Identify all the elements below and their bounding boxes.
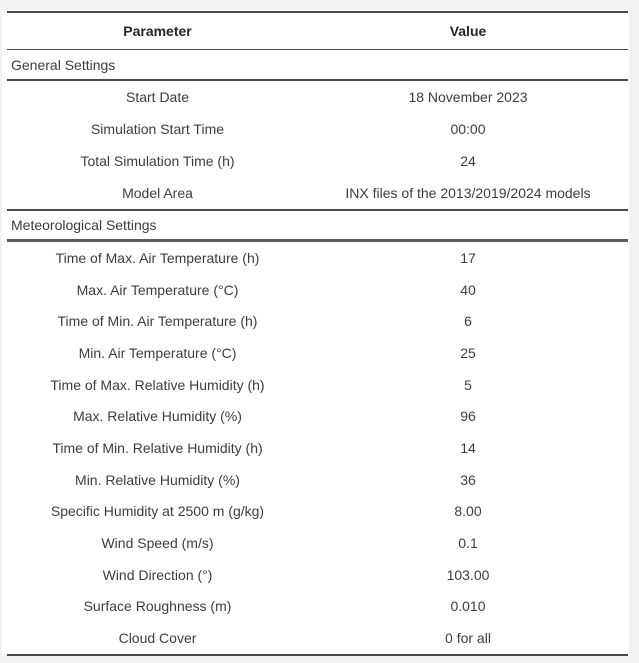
param-cell: Surface Roughness (m) [83,598,232,615]
value-cell: 17 [460,249,476,266]
param-cell: Min. Air Temperature (°C) [78,344,237,361]
table-row [7,622,628,654]
param-cell: Specific Humidity at 2500 m (g/kg) [50,503,265,520]
parameter-value-table [7,11,628,656]
value-cell: 00:00 [450,121,486,137]
param-cell: Max. Air Temperature (°C) [76,281,239,298]
table-row [7,274,628,306]
param-cell: Time of Max. Relative Humidity (h) [50,376,265,393]
value-cell: 103.00 [446,566,490,583]
value-cell: 6 [464,313,472,330]
value-cell: 14 [460,439,476,456]
column-header-value: Value [449,23,487,39]
param-cell: Min. Relative Humidity (%) [75,471,240,488]
table-row [7,145,628,177]
param-cell: Start Date [125,89,190,105]
value-cell: 18 November 2023 [408,89,528,105]
param-cell: Time of Min. Relative Humidity (h) [52,439,263,456]
param-cell: Time of Min. Air Temperature (h) [57,313,258,330]
table-row [7,591,628,623]
value-cell: INX files of the 2013/2019/2024 models [345,185,591,201]
section-title: Meteorological Settings [11,217,157,233]
table-row [7,527,628,559]
value-cell: 8.00 [454,503,482,520]
value-cell: 5 [464,376,472,393]
page-content [2,10,629,656]
table-row [7,369,628,401]
value-cell: 24 [460,153,476,169]
value-cell: 96 [460,408,476,425]
value-cell: 0.010 [450,598,486,615]
section-header-meteorological-settings [7,209,628,242]
value-cell: 0.1 [458,535,478,552]
meteorological-settings-rows [7,242,628,654]
param-cell: Wind Direction (°) [102,566,213,583]
param-cell: Time of Max. Air Temperature (h) [55,249,260,266]
value-cell: 25 [460,344,476,361]
table-header-row [7,13,628,50]
param-cell: Model Area [122,185,193,201]
table-row [7,400,628,432]
table-row [7,305,628,337]
table-row [7,177,628,209]
section-header-general-settings [7,50,628,81]
column-header-parameter: Parameter [123,23,192,39]
table-row [7,113,628,145]
value-cell: 0 for all [445,630,491,647]
param-cell: Cloud Cover [118,630,197,647]
param-cell: Simulation Start Time [90,121,225,137]
table-row [7,242,628,274]
table-row [7,337,628,369]
table-row [7,464,628,496]
param-cell: Wind Speed (m/s) [101,535,214,552]
table-row [7,496,628,528]
param-cell: Max. Relative Humidity (%) [73,408,242,425]
table-row [7,432,628,464]
general-settings-rows [7,81,628,209]
table-row [7,559,628,591]
section-title: General Settings [11,56,116,73]
table-row [7,81,628,113]
value-cell: 36 [460,471,476,488]
param-cell: Total Simulation Time (h) [80,153,235,169]
value-cell: 40 [460,281,476,298]
